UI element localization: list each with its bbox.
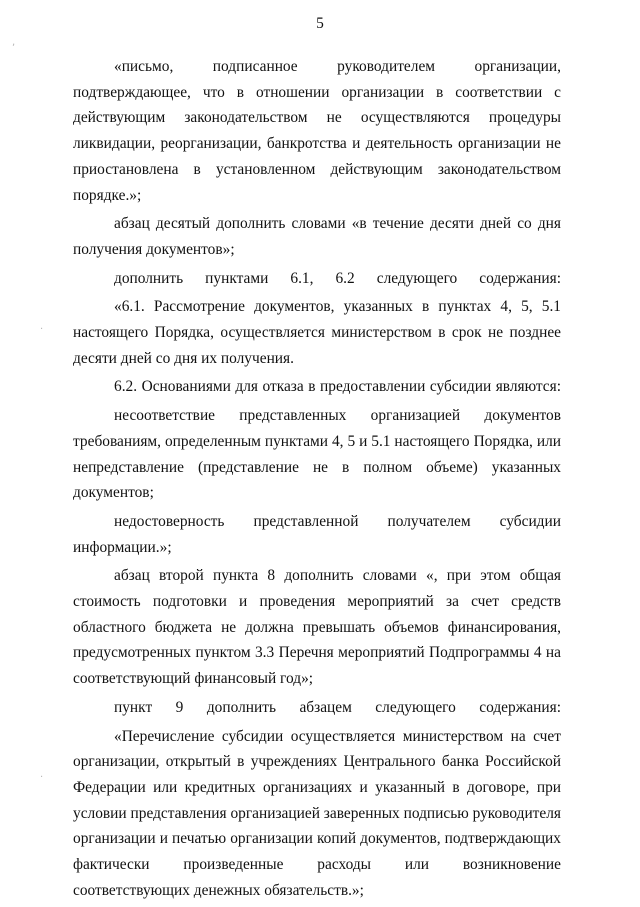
paragraph-nonconformity: несоответствие представленных организацией документов требованиям, определенным пунктами 4, 5 и 5.1 настоящего Порядка, или непредставление (представление не в полном объеме) указанных документов;: [73, 407, 561, 502]
paragraph-transfer: «Перечисление субсидии осуществляется министерством на счет организации, открытый в учреждениях Центрального банка Российской Федерации или кредитных организациях и указанный в договоре, при условии представления организацией заверенных подписью руководителя организации и печатью организации копий документов, подтверждающих фактически произведенные расходы или возникновение соответствующих денежных обязательств.»;: [73, 727, 561, 899]
paragraph-tenth-abzac: абзац десятый дополнить словами «в течение десяти дней со дня получения документов»;: [73, 215, 561, 258]
paragraph-point-9: пункт 9 дополнить абзацем следующего содержания:: [114, 698, 561, 716]
paragraph-point-6-1: «6.1. Рассмотрение документов, указанных в пунктах 4, 5, 5.1 настоящего Порядка, осуществляется министерством в срок не позднее десяти дней со дня их получения.: [73, 298, 561, 367]
paragraph-add-points: дополнить пунктами 6.1, 6.2 следующего содержания:: [114, 269, 561, 287]
scan-mark: ,: [12, 37, 16, 48]
document-body: [73, 54, 561, 907]
scan-mark: .: [40, 321, 44, 332]
paragraph-point-8: абзац второй пункта 8 дополнить словами «, при этом общая стоимость подготовки и проведения мероприятий за счет средств областного бюджета не должна превышать объемов финансирования, предусмотренных пунктом 3.3 Перечня мероприятий Подпрограммы 4 на соответствующий финансовый год»;: [73, 567, 561, 688]
paragraph-contact-letter: «письмо, подписанное руководителем организации, подтверждающее, что в отношении организации в соответствии с действующим законодательством не осуществляются процедуры ликвидации, реорганизации, банкротства и деятельность организации не приостановлена в установленном действующим законодательством порядке.»;: [73, 58, 561, 204]
paragraph-unreliability: недостоверность представленной получателем субсидии информации.»;: [73, 512, 561, 556]
page-number: 5: [316, 15, 324, 32]
scan-mark: .: [40, 769, 44, 780]
paragraph-point-6-2: 6.2. Основаниями для отказа в предоставлении субсидии являются:: [114, 378, 561, 396]
